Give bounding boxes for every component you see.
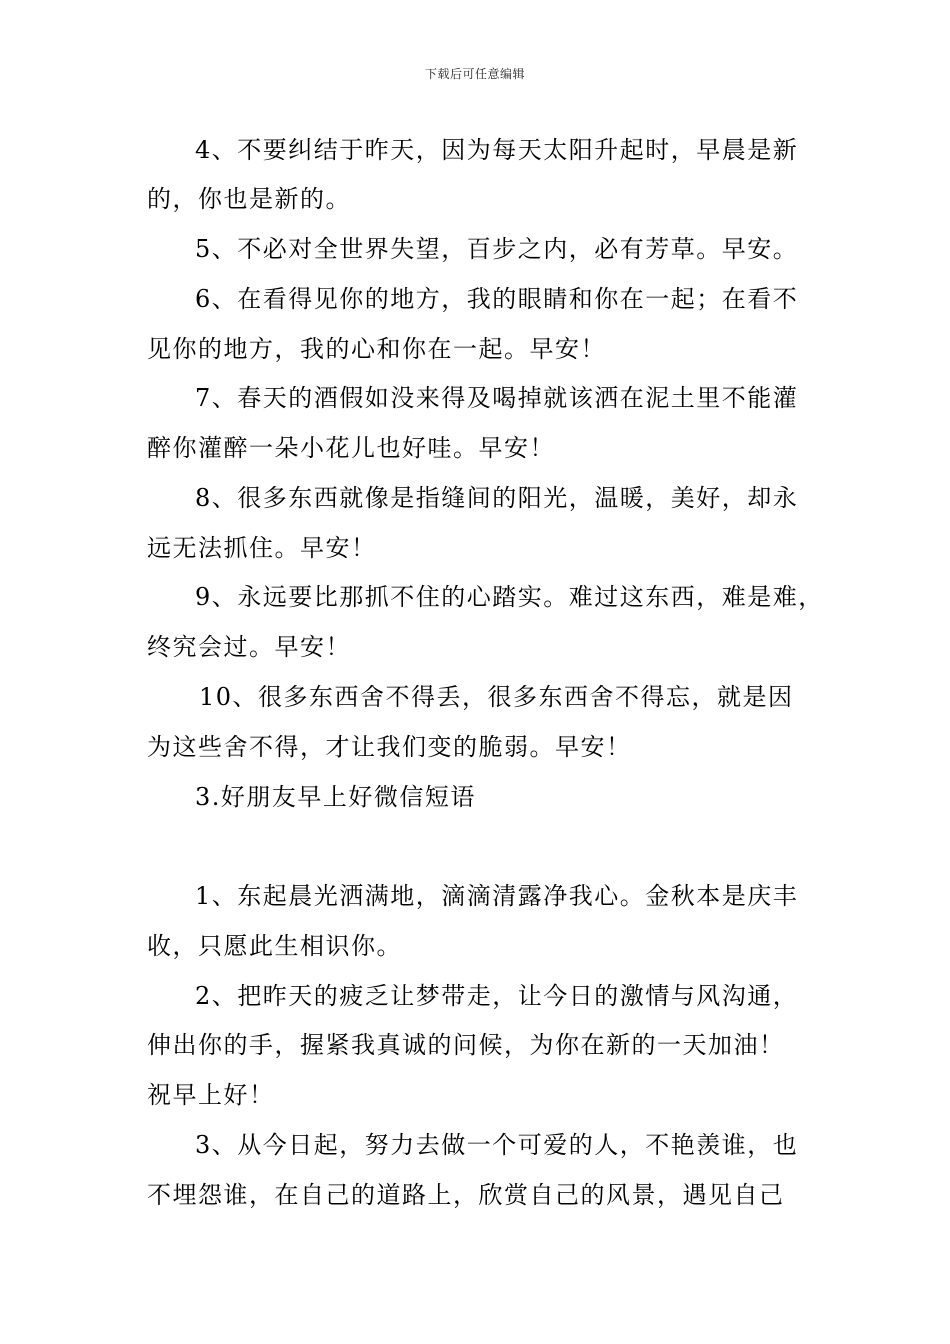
paragraph-line: 远无法抓住。早安！ [147,534,377,562]
paragraph-line: 2、把昨天的疲乏让梦带走，让今日的激情与风沟通， [195,982,799,1010]
paragraph-line: 见你的地方，我的心和你在一起。早安！ [147,335,606,363]
paragraph-line: 5、不必对全世界失望，百步之内，必有芳草。早安。 [195,235,799,263]
paragraph-line: 为这些舍不得，才让我们变的脆弱。早安！ [147,733,632,761]
paragraph-line: 6、在看得见你的地方，我的眼睛和你在一起；在看不 [195,285,799,313]
paragraph-line: 8、很多东西就像是指缝间的阳光，温暖，美好，却永 [195,484,799,512]
paragraph-line: 10、很多东西舍不得丢，很多东西舍不得忘，就是因 [199,683,794,711]
page-header: 下载后可任意编辑 [424,67,525,81]
paragraph-line: 终究会过。早安！ [147,633,351,661]
paragraph-line: 收，只愿此生相识你。 [147,932,402,960]
paragraph-line: 3、从今日起，努力去做一个可爱的人，不艳羡谁，也 [195,1131,799,1159]
paragraph-line: 醉你灌醉一朵小花儿也好哇。早安！ [147,434,555,462]
paragraph-line: 1、东起晨光洒满地，滴滴清露净我心。金秋本是庆丰 [195,882,799,910]
paragraph-line: 7、春天的酒假如没来得及喝掉就该洒在泥土里不能灌 [195,384,799,412]
section-heading: 3.好朋友早上好微信短语 [195,783,476,811]
paragraph-line: 伸出你的手，握紧我真诚的问候，为你在新的一天加油！ [147,1031,785,1059]
paragraph-line: 祝早上好！ [147,1081,275,1109]
paragraph-line: 4、不要纠结于昨天，因为每天太阳升起时，早晨是新 [195,136,799,164]
paragraph-line: 的，你也是新的。 [147,185,351,213]
paragraph-line: 不埋怨谁，在自己的道路上，欣赏自己的风景，遇见自己 [147,1181,785,1209]
paragraph-line: 9、永远要比那抓不住的心踏实。难过这东西，难是难， [195,583,824,611]
